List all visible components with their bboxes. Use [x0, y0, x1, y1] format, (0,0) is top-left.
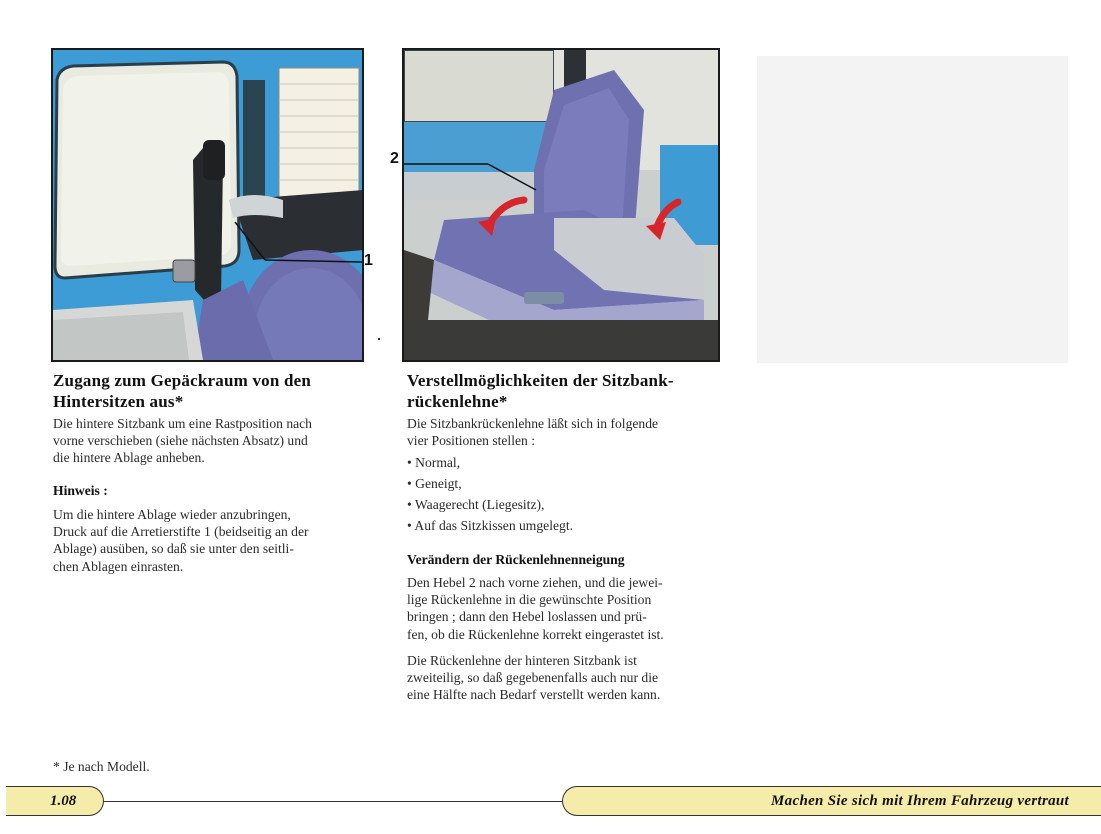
list-item: • Auf das Sitzkissen umgelegt. — [407, 517, 573, 538]
split-backrest-note — [407, 652, 717, 704]
text-line: Die Sitzbankrückenlehne läßt sich in folgende — [407, 416, 659, 431]
positions-list — [407, 454, 573, 538]
text-line: lige Rückenlehne in die gewünschte Position — [407, 592, 652, 608]
text-line: Um die hintere Ablage wieder anzubringen, — [53, 507, 291, 522]
blank-panel — [757, 56, 1068, 363]
text-line: Den Hebel 2 nach vorne ziehen, und die jewei- — [407, 575, 663, 590]
text-line: bringen ; dann den Hebel loslassen und prü- — [407, 609, 647, 625]
backrest-heading: Verstellmöglichkeiten der Sitzbank-rückenlehne* — [407, 371, 674, 411]
backrest-intro — [407, 415, 717, 449]
list-item: • Geneigt, — [407, 475, 573, 496]
list-item: • Waagerecht (Liegesitz), — [407, 496, 573, 517]
adjust-subheading: Verändern der Rückenlehnenneigung — [407, 552, 625, 567]
access-heading: Zugang zum Gepäckraum von den Hintersitzen aus* — [53, 371, 312, 411]
access-intro — [53, 415, 360, 467]
text-line: zweiteilig, so daß gegebenenfalls auch nur die — [407, 670, 659, 686]
rear-shelf-photo — [51, 48, 364, 362]
note-label: Hinweis : — [53, 483, 108, 498]
text-line: eine Hälfte nach Bedarf verstellt werden kann. — [407, 687, 661, 703]
text-line: die hintere Ablage anheben. — [53, 450, 205, 466]
text-line: fen, ob die Rückenlehne korrekt eingerastet ist. — [407, 626, 664, 642]
footnote: * Je nach Modell. — [53, 759, 150, 774]
adjust-procedure — [407, 574, 717, 643]
page-number-tab — [6, 786, 104, 816]
list-item: • Normal, — [407, 454, 573, 475]
rear-shelf-illustration — [53, 50, 362, 360]
page-number: 1.08 — [50, 792, 77, 809]
rear-seat-backrest-photo — [402, 48, 720, 362]
callout-2-label: 2 — [390, 150, 399, 167]
chapter-title-tab — [562, 786, 1101, 816]
speck-dot — [378, 338, 380, 340]
text-line: vier Positionen stellen : — [407, 433, 535, 449]
text-line: vorne verschieben (siehe nächsten Absatz) und — [53, 433, 308, 449]
text-line: Die Rückenlehne der hinteren Sitzbank ist — [407, 653, 637, 668]
text-line: Ablage) ausüben, so daß sie unter den seitli- — [53, 541, 294, 557]
page-footer — [0, 786, 1101, 818]
text-line: Druck auf die Arretierstifte 1 (beidseitig an der — [53, 524, 309, 540]
footer-rule — [104, 801, 564, 802]
chapter-title: Machen Sie sich mit Ihrem Fahrzeug vertraut — [771, 792, 1069, 809]
callout-1-label: 1 — [364, 252, 373, 269]
note-text — [53, 506, 360, 575]
text-line: Die hintere Sitzbank um eine Rastposition nach — [53, 416, 312, 431]
rear-seat-illustration — [404, 50, 718, 360]
text-line: chen Ablagen einrasten. — [53, 558, 184, 574]
